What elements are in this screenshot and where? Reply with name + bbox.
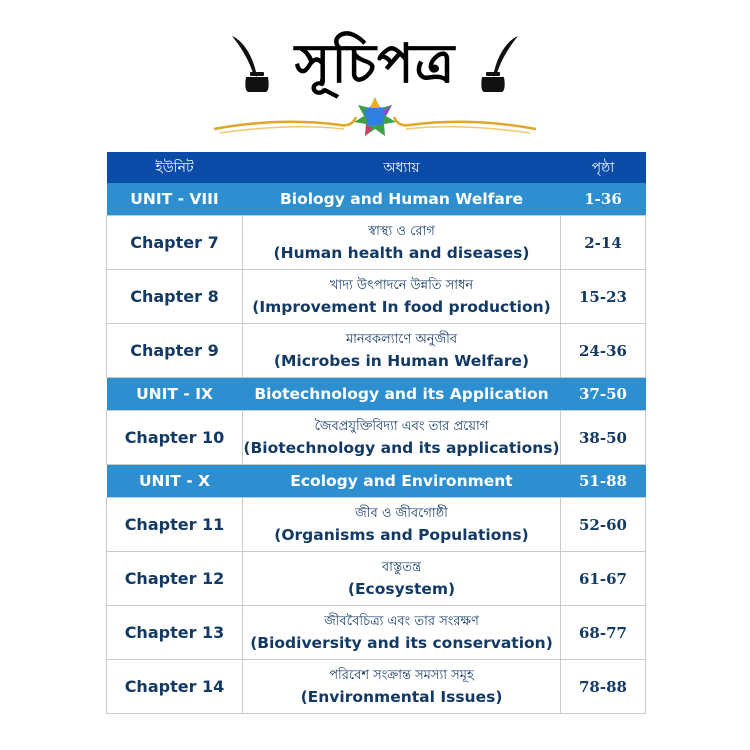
page-range: 2-14 [561,216,646,270]
chapter-title-english: (Microbes in Human Welfare) [273,351,530,370]
star-flourish-icon [210,95,540,140]
chapter-title [243,606,561,660]
chapter-title-bengali: মানবকল্যাণে অনুজীব [345,331,458,347]
unit-label: UNIT - VIII [107,183,243,216]
chapter-label: Chapter 12 [107,552,243,606]
chapter-row [107,216,646,270]
table-header-row [107,152,646,183]
chapter-row [107,660,646,714]
page-range: 78-88 [561,660,646,714]
chapter-title-english: (Human health and diseases) [273,243,530,262]
chapter-label: Chapter 13 [107,606,243,660]
chapter-title-english: (Ecosystem) [347,579,456,598]
chapter-title [243,270,561,324]
page-range: 24-36 [561,324,646,378]
chapter-title-bengali: জৈবপ্রযুক্তিবিদ্যা এবং তার প্রয়োগ [314,418,489,434]
chapter-row [107,411,646,465]
chapter-title-bengali: খাদ্য উৎপাদনে উন্নতি সাধন [329,277,474,293]
chapter-row [107,324,646,378]
toc-table [106,152,646,714]
chapter-title-bengali: জীববৈচিত্র্য এবং তার সংরক্ষণ [324,613,479,629]
unit-label: UNIT - X [107,465,243,498]
chapter-title [243,411,561,465]
chapter-row [107,270,646,324]
page-range: 1-36 [561,183,646,216]
unit-title: Biology and Human Welfare [243,183,561,216]
chapter-label: Chapter 14 [107,660,243,714]
chapter-title [243,498,561,552]
chapter-title-english: (Biotechnology and its applications) [243,438,560,457]
chapter-title-bengali: বাস্তুতন্ত্র [381,559,422,575]
chapter-title-english: (Biodiversity and its conservation) [250,633,553,652]
chapter-label: Chapter 7 [107,216,243,270]
chapter-title [243,216,561,270]
page-range: 52-60 [561,498,646,552]
page-range: 15-23 [561,270,646,324]
column-header-unit: ইউনিট [107,152,243,183]
title-area [0,0,750,150]
chapter-row [107,606,646,660]
page-title: সূচিপত্র [294,31,456,95]
column-header-page: পৃষ্ঠা [561,152,646,183]
chapter-title-english: (Organisms and Populations) [274,525,529,544]
page-range: 38-50 [561,411,646,465]
quill-inkpot-icon [476,32,522,94]
column-header-chapter: অধ্যায় [243,152,561,183]
chapter-row [107,498,646,552]
page-range: 37-50 [561,378,646,411]
page-range: 51-88 [561,465,646,498]
chapter-title-english: (Environmental Issues) [300,687,503,706]
chapter-title-bengali: স্বাস্থ্য ও রোগ [368,223,435,239]
chapter-title-english: (Improvement In food production) [252,297,551,316]
chapter-title [243,552,561,606]
unit-title: Biotechnology and its Application [243,378,561,411]
chapter-title [243,324,561,378]
chapter-row [107,552,646,606]
unit-label: UNIT - IX [107,378,243,411]
unit-row [107,465,646,498]
unit-title: Ecology and Environment [243,465,561,498]
chapter-title-bengali: জীব ও জীবগোষ্ঠী [355,505,448,521]
page-range: 61-67 [561,552,646,606]
chapter-label: Chapter 9 [107,324,243,378]
chapter-label: Chapter 10 [107,411,243,465]
unit-row [107,183,646,216]
page-range: 68-77 [561,606,646,660]
chapter-label: Chapter 8 [107,270,243,324]
chapter-title [243,660,561,714]
chapter-label: Chapter 11 [107,498,243,552]
chapter-title-bengali: পরিবেশ সংক্রান্ত সমস্যা সমূহ [329,667,474,683]
unit-row [107,378,646,411]
